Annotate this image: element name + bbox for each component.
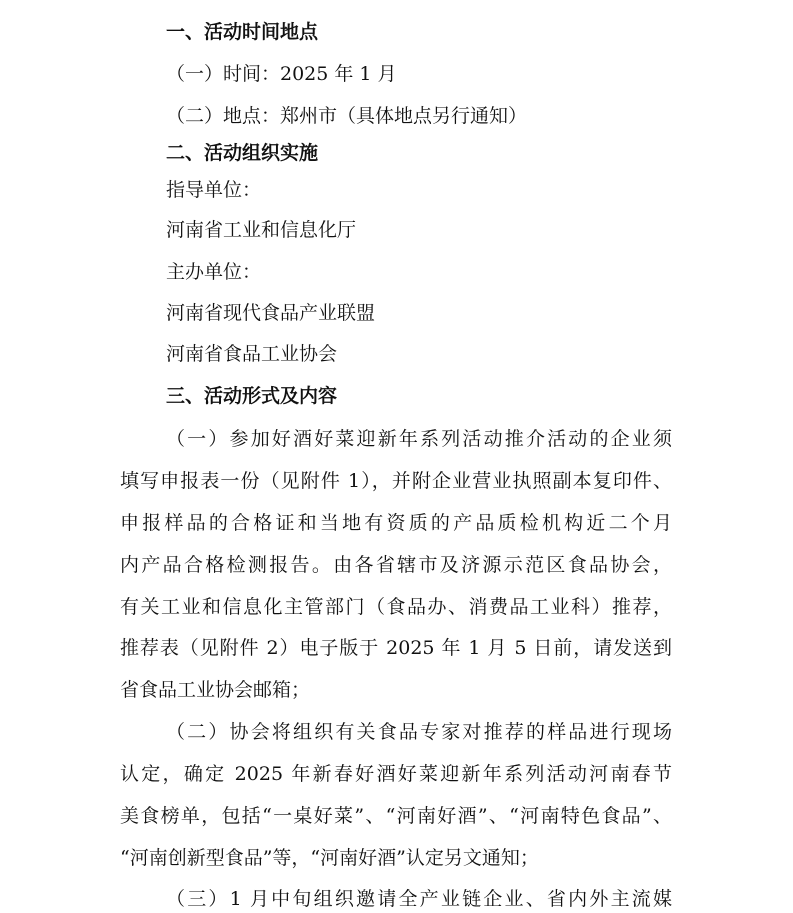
host-unit-name-2: 河南省食品工业协会 [166, 343, 338, 365]
paragraph-2-line-4: “河南创新型食品”等，“河南好酒”认定另文通知； [120, 847, 539, 869]
time-line: （一）时间：2025 年 1 月 [166, 63, 397, 85]
paragraph-2-line-1: （二）协会将组织有关食品专家对推荐的样品进行现场 [166, 721, 672, 743]
paragraph-1-line-7: 省食品工业协会邮箱； [120, 679, 311, 701]
guiding-unit-name: 河南省工业和信息化厅 [166, 219, 357, 241]
paragraph-1-line-6: 推荐表（见附件 2）电子版于 2025 年 1 月 5 日前，请发送到 [120, 637, 672, 659]
location-line: （二）地点：郑州市（具体地点另行通知） [166, 105, 528, 127]
paragraph-1-line-1: （一）参加好酒好菜迎新年系列活动推介活动的企业须 [166, 428, 672, 450]
host-unit-name-1: 河南省现代食品产业联盟 [166, 302, 376, 324]
paragraph-1-line-2: 填写申报表一份（见附件 1），并附企业营业执照副本复印件、 [120, 470, 672, 492]
paragraph-3-line-1: （三）1 月中旬组织邀请全产业链企业、省内外主流媒 [166, 888, 672, 910]
host-unit-label: 主办单位： [166, 261, 262, 283]
paragraph-2-line-2: 认定，确定 2025 年新春好酒好菜迎新年系列活动河南春节 [120, 763, 672, 785]
paragraph-2-line-3: 美食榜单，包括“一桌好菜”、“河南好酒”、“河南特色食品”、 [120, 805, 672, 827]
paragraph-1-line-5: 有关工业和信息化主管部门（食品办、消费品工业科）推荐， [120, 596, 672, 618]
guiding-unit-label: 指导单位： [166, 179, 262, 201]
section-heading-2: 二、活动组织实施 [166, 142, 319, 164]
paragraph-1-line-3: 申报样品的合格证和当地有资质的产品质检机构近二个月 [120, 512, 672, 534]
section-heading-3: 三、活动形式及内容 [166, 385, 338, 407]
paragraph-1-line-4: 内产品合格检测报告。由各省辖市及济源示范区食品协会， [120, 554, 672, 576]
section-heading-1: 一、活动时间地点 [166, 21, 319, 43]
